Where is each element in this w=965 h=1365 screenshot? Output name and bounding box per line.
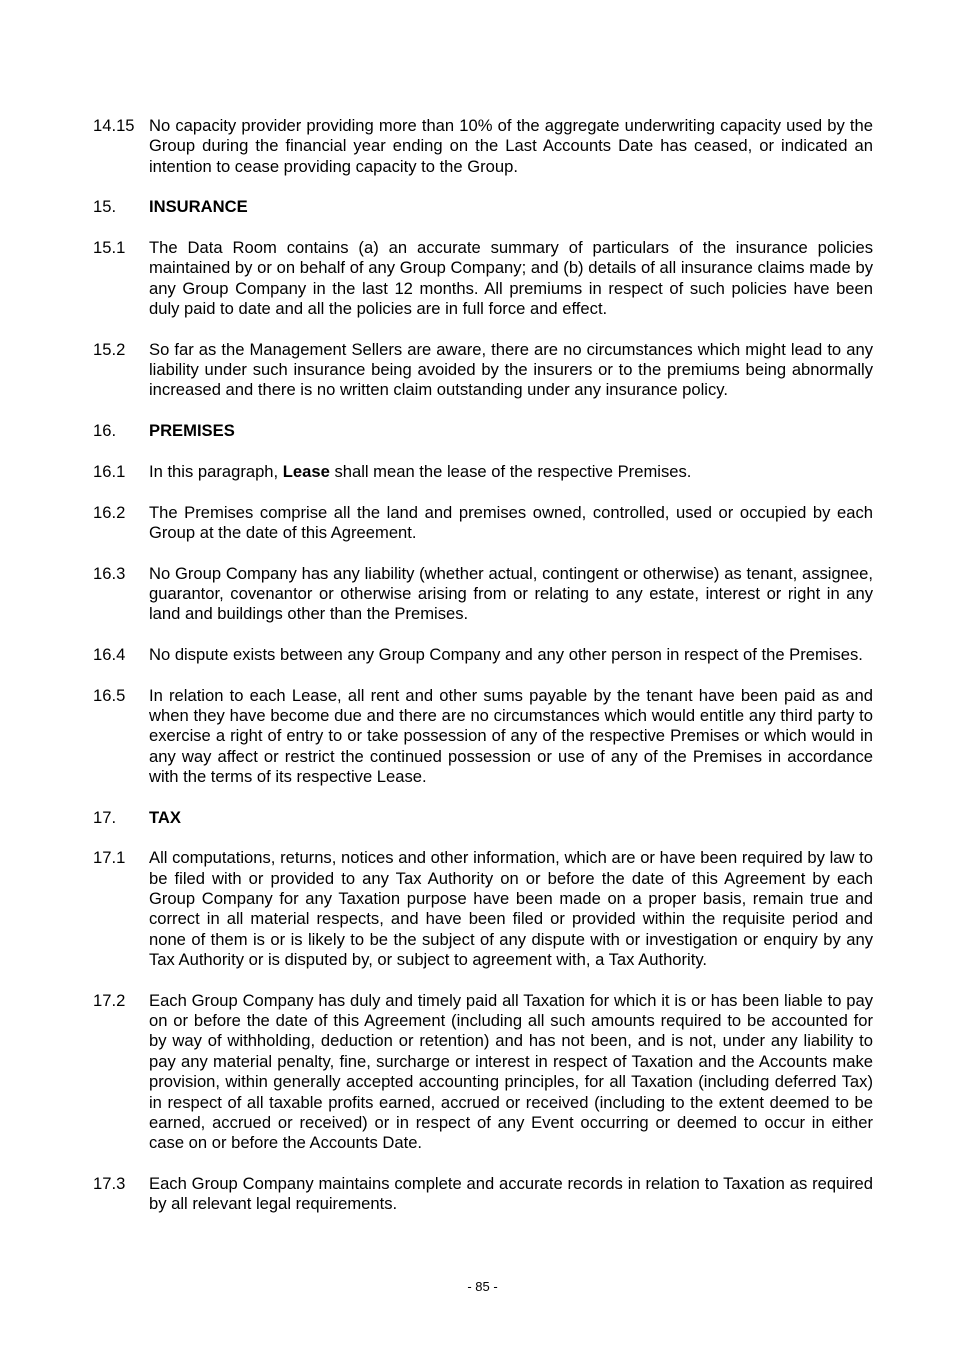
clause [93, 1174, 873, 1215]
clause [93, 848, 873, 970]
clause-text: Each Group Company has duly and timely paid all Taxation for which it is or has been liable to pay on or before the date of this Agreement (including all such amounts required to be accounted for by way of withholding, deduction or retention) and has not been, and is not, under any liability to pay any material penalty, fine, surcharge or interest in respect of Taxation and the Accounts make provision, within generally accepted accounting principles, for all Taxation (including deferred Tax) in respect of all taxable profits earned, accrued or received (including to the extent deemed to be earned, accrued or received) or in respect of any Event occurring or deemed to occur in either case on or before the Accounts Date. [149, 990, 873, 1153]
clause-number: 17. [93, 807, 117, 827]
clause-text: INSURANCE [149, 197, 248, 217]
clause-text: No dispute exists between any Group Company and any other person in respect of the Premises. [149, 644, 863, 664]
clause-text: No Group Company has any liability (whether actual, contingent or otherwise) as tenant, assignee, guarantor, covenantor or otherwise arising from or relating to any estate, interest or right in any land and buildings other than the Premises. [149, 563, 873, 624]
clause-number: 17.2 [93, 990, 126, 1010]
clause-number: 16.5 [93, 685, 126, 705]
clause [93, 462, 873, 482]
section-heading [93, 808, 873, 828]
clause-text: In relation to each Lease, all rent and other sums payable by the tenant have been paid as and when they have become due and there are no circumstances which would entitle any third party to exercise a right of entry to or take possession of any of the respective Premises or which would in any way affect or restrict the continued possession or use of any of the Premises in accordance with the terms of its respective Lease. [149, 685, 873, 786]
clause-text: The Premises comprise all the land and premises owned, controlled, used or occupied by each Group at the date of this Agreement. [149, 502, 873, 542]
defined-term: Lease [282, 461, 330, 481]
clause-text: Each Group Company maintains complete and accurate records in relation to Taxation as required by all relevant legal requirements. [149, 1173, 873, 1214]
clause-number: 16.2 [93, 502, 126, 522]
clause-text: All computations, returns, notices and other information, which are or have been required by law to be filed with or provided to any Tax Authority on or before the date of this Agreement by each Group Company for any Taxation purpose have been made on a proper basis, remain true and correct in all material respects, and have been filed or provided within the requisite period and none of them is or is likely to be the subject of any dispute with or investigation or enquiry by any Tax Authority or is disputed by, or subject to agreement with, a Tax Authority. [149, 848, 873, 970]
clause-number: 15.2 [93, 339, 126, 359]
clause-number: 15. [93, 197, 117, 217]
clause-number: 17.3 [93, 1173, 126, 1193]
clause-text [149, 462, 873, 482]
clause-number: 16.3 [93, 563, 126, 583]
clause-number: 16.4 [93, 644, 126, 664]
clause-text: TAX [149, 807, 181, 827]
clause [93, 340, 873, 401]
clause [93, 645, 873, 665]
clause-number: 14.15 [93, 116, 135, 135]
clause-number: 15.1 [93, 238, 126, 258]
text-run: shall mean the lease of the respective Premises. [329, 461, 692, 481]
document-body [93, 116, 873, 1235]
clause-number: 17.1 [93, 848, 126, 868]
clause [93, 991, 873, 1154]
clause-number: 16. [93, 421, 117, 441]
clause-number: 16.1 [93, 461, 126, 481]
page-number: - 85 - [467, 1279, 498, 1294]
clause-text: So far as the Management Sellers are aware, there are no circumstances which might lead to any liability under such insurance being avoided by the insurers or to the premiums being abnormally increased and there is no written claim outstanding under any insurance policy. [149, 339, 873, 400]
clause [93, 116, 873, 177]
clause-text: PREMISES [149, 421, 235, 441]
clause [93, 503, 873, 544]
section-heading [93, 197, 873, 217]
clause [93, 564, 873, 625]
clause [93, 238, 873, 319]
clause [93, 686, 873, 788]
clause-text: No capacity provider providing more than 10% of the aggregate underwriting capacity used by the Group during the financial year ending on the Last Accounts Date has ceased, or indicated an intention to cease providing capacity to the Group. [149, 116, 873, 176]
clause-text: The Data Room contains (a) an accurate summary of particulars of the insurance policies maintained by or on behalf of any Group Company; and (b) details of all insurance claims made by any Group Company in the last 12 months. All premiums in respect of such policies have been duly paid to date and all the policies are in full force and effect. [149, 238, 873, 319]
section-heading [93, 421, 873, 441]
text-run: In this paragraph, [149, 461, 283, 481]
